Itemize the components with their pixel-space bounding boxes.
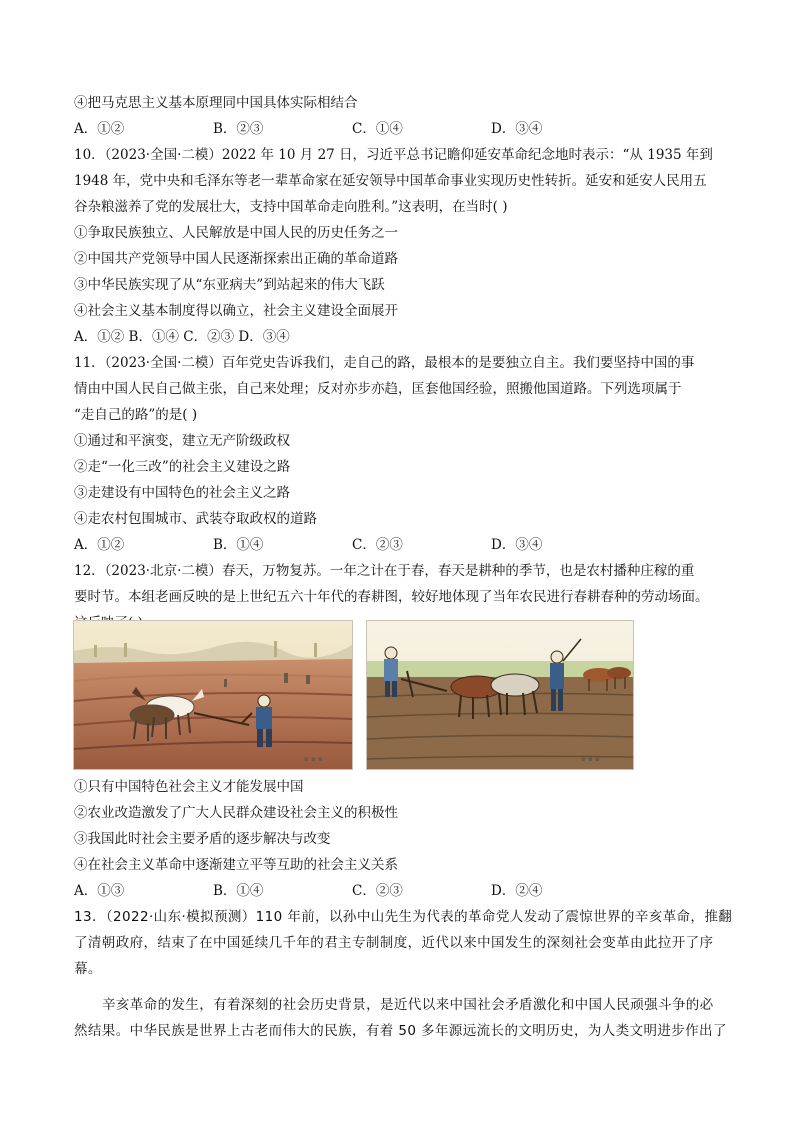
q12-option-d[interactable]: D．②④ [491, 883, 543, 899]
q13-passage-line-1: 辛亥革命的发生，有着深刻的社会历史背景，是近代以来中国社会矛盾激化和中国人民顽强斗争的必 [102, 997, 714, 1013]
painting-right-signature: ▪ ▪ ▪ [581, 755, 600, 763]
q10-options[interactable]: A．①② B．①④ C．②③ D．③④ [74, 329, 290, 345]
q12-item-4: ④在社会主义革命中逐渐建立平等互助的社会主义关系 [74, 857, 398, 873]
q10-item-2: ②中国共产党领导中国人民逐渐探索出正确的革命道路 [74, 251, 398, 267]
painting-spring-plowing-right [366, 620, 634, 770]
q11-item-1: ①通过和平演变，建立无产阶级政权 [74, 433, 290, 449]
q12-item-2: ②农业改造激发了广大人民群众建设社会主义的积极性 [74, 805, 398, 821]
q12-item-1: ①只有中国特色社会主义才能发展中国 [74, 779, 304, 795]
q10-stem-line-1: 10．（2023·全国·二模）2022 年 10 月 27 日，习近平总书记瞻仰延安革命纪念地时表示：“从 1935 年到 [74, 147, 713, 163]
q12-option-a[interactable]: A．①③ [74, 883, 125, 899]
q13-stem-line-1: 13．（2022·山东·模拟预测）110 年前，以孙中山先生为代表的革命党人发动了震惊世界的辛亥革命，推翻 [74, 909, 733, 925]
q11-option-a[interactable]: A．①② [74, 537, 125, 553]
q12-stem-line-1: 12．（2023·北京·二模）春天，万物复苏。一年之计在于春，春天是耕种的季节，也是农村播种庄稼的重 [74, 563, 695, 579]
q10-item-4: ④社会主义基本制度得以确立，社会主义建设全面展开 [74, 303, 398, 319]
q12-option-b[interactable]: B．①④ [213, 883, 264, 899]
q11-option-b[interactable]: B．①④ [213, 537, 264, 553]
painting-spring-plowing-left [73, 620, 353, 770]
q12-item-3: ③我国此时社会主要矛盾的逐步解决与改变 [74, 831, 331, 847]
q9-option-a[interactable]: A．①② [74, 121, 125, 137]
q11-option-d[interactable]: D．③④ [491, 537, 543, 553]
q10-stem-line-3: 谷杂粮滋养了党的发展壮大，支持中国革命走向胜利。”这表明，在当时( ) [74, 199, 508, 215]
painting-spring-plowing-right-art [367, 621, 633, 769]
q10-item-1: ①争取民族独立、人民解放是中国人民的历史任务之一 [74, 225, 398, 241]
q11-option-c[interactable]: C．②③ [352, 537, 403, 553]
painting-left-signature: ▪ ▪ ▪ [304, 755, 323, 763]
q10-item-3: ③中华民族实现了从“东亚病夫”到站起来的伟大飞跃 [74, 277, 385, 293]
q11-stem-line-1: 11．（2023·全国·二模）百年党史告诉我们，走自己的路，最根本的是要独立自主。我们要坚持中国的事 [74, 355, 695, 371]
q9-option-b[interactable]: B．②③ [213, 121, 264, 137]
q13-stem-line-3: 幕。 [74, 961, 102, 977]
q13-stem-line-2: 了清朝政府，结束了在中国延续几千年的君主专制制度，近代以来中国发生的深刻社会变革由此拉开了序 [74, 935, 714, 951]
q12-stem-line-2: 要时节。本组老画反映的是上世纪五六十年代的春耕图，较好地体现了当年农民进行春耕春种的劳动场面。 [74, 589, 709, 605]
q13-passage-line-2: 然结果。中华民族是世界上古老而伟大的民族，有着 50 多年源远流长的文明历史，为人类文明进步作出了 [74, 1023, 727, 1039]
painting-spring-plowing-left-art [74, 621, 352, 769]
q9-option-d[interactable]: D．③④ [491, 121, 543, 137]
q11-item-3: ③走建设有中国特色的社会主义之路 [74, 485, 290, 501]
q12-option-c[interactable]: C．②③ [352, 883, 403, 899]
q10-stem-line-2: 1948 年，党中央和毛泽东等老一辈革命家在延安领导中国革命事业实现历史性转折。延安和延安人民用五 [74, 173, 707, 189]
q11-stem-line-3: “走自己的路”的是( ) [74, 407, 198, 423]
q9-option-c[interactable]: C．①④ [352, 121, 403, 137]
q9-item-4: ④把马克思主义基本原理同中国具体实际相结合 [74, 95, 358, 111]
q11-item-4: ④走农村包围城市、武装夺取政权的道路 [74, 511, 317, 527]
q11-stem-line-2: 情由中国人民自己做主张，自己来处理；反对亦步亦趋，匡套他国经验，照搬他国道路。下列选项属于 [74, 381, 682, 397]
q11-item-2: ②走“一化三改”的社会主义建设之路 [74, 459, 291, 475]
